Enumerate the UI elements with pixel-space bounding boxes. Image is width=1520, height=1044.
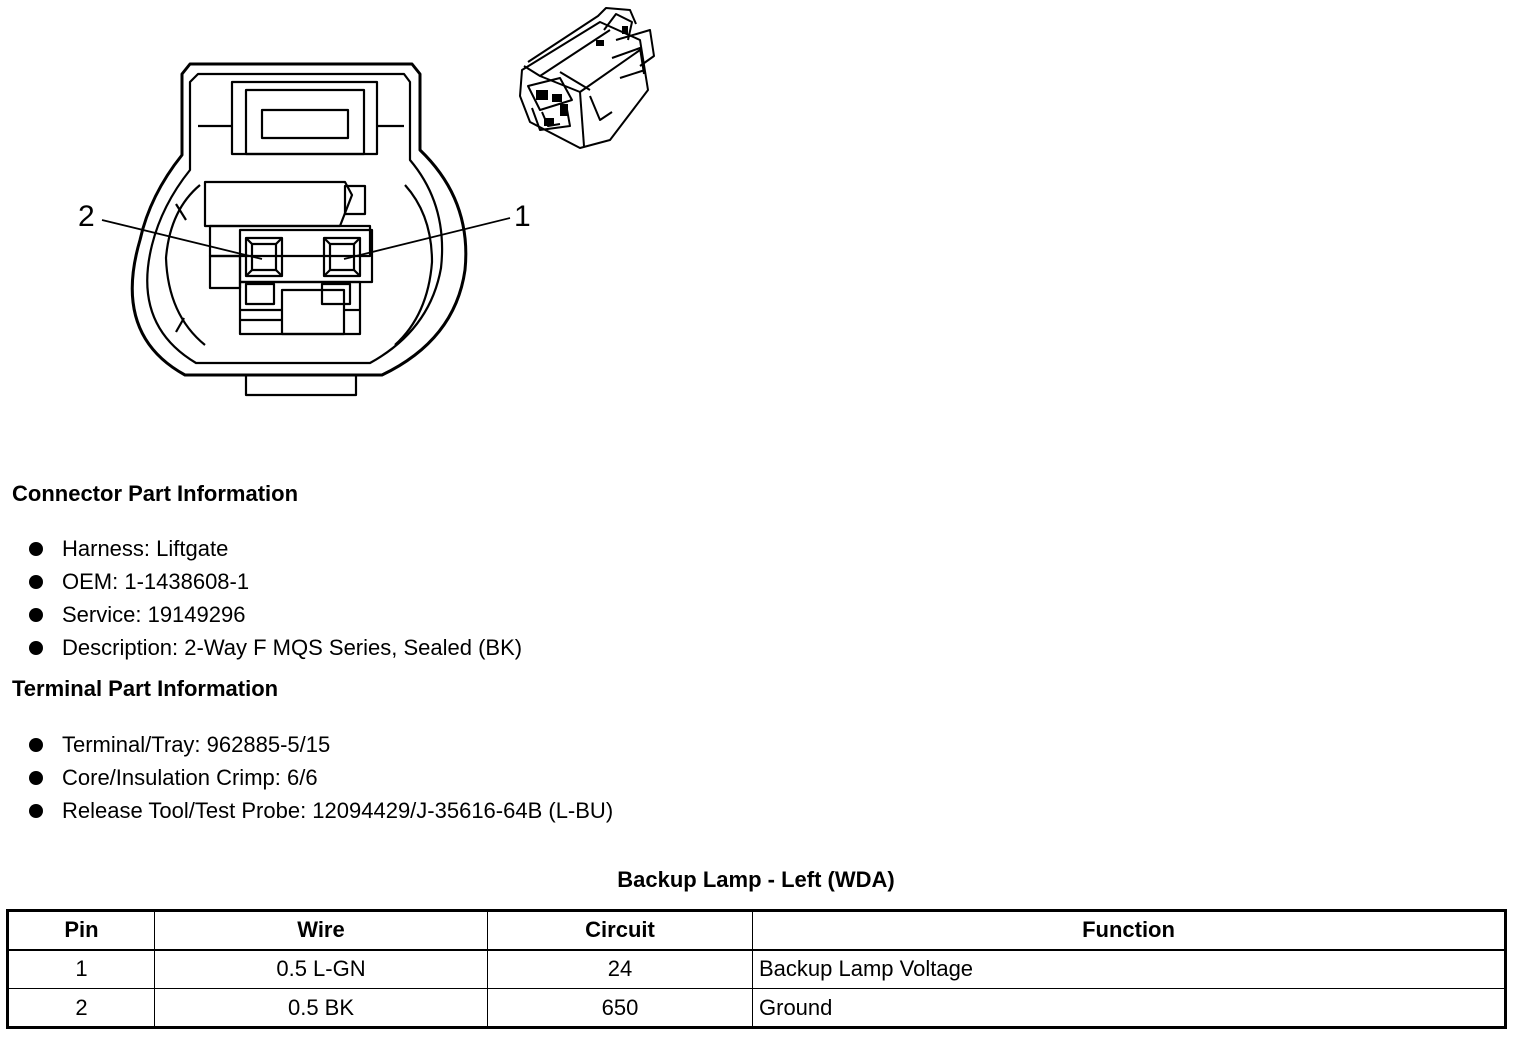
list-item (0, 598, 522, 631)
service-text: Service: 19149296 (62, 602, 246, 627)
connector-isometric-image (512, 4, 662, 154)
wire-cell: 0.5 L-GN (155, 950, 488, 989)
release-tool-text: Release Tool/Test Probe: 12094429/J-35616-64B (L-BU) (62, 798, 614, 823)
bullet-icon (29, 771, 43, 785)
list-item (0, 728, 613, 761)
list-item (0, 565, 522, 598)
list-item (0, 532, 522, 565)
harness-text: Harness: Liftgate (62, 536, 229, 561)
list-item (0, 761, 613, 794)
bullet-icon (29, 804, 43, 818)
list-item (0, 631, 522, 664)
column-header-pin: Pin (8, 911, 155, 950)
description-text: Description: 2-Way F MQS Series, Sealed (BK) (62, 635, 523, 660)
table-row (8, 989, 1506, 1028)
function-cell: Ground (753, 989, 1506, 1028)
table-title: Backup Lamp - Left (WDA) (617, 867, 895, 892)
connector-part-info-list (0, 532, 522, 664)
connector-face-diagram (60, 50, 531, 410)
pin-cell: 1 (8, 950, 155, 989)
bullet-icon (29, 608, 43, 622)
pin-1-label: 1 (514, 200, 531, 233)
column-header-wire: Wire (155, 911, 488, 950)
pin-2-label: 2 (78, 200, 95, 233)
terminal-part-info-heading: Terminal Part Information (12, 676, 279, 701)
table-header-row (8, 911, 1506, 950)
pin-cell: 2 (8, 989, 155, 1028)
table-row (8, 950, 1506, 989)
circuit-cell: 24 (488, 950, 753, 989)
column-header-circuit: Circuit (488, 911, 753, 950)
pinout-table (6, 909, 1507, 1029)
function-cell: Backup Lamp Voltage (753, 950, 1506, 989)
list-item (0, 794, 613, 827)
bullet-icon (29, 641, 43, 655)
oem-text: OEM: 1-1438608-1 (62, 569, 250, 594)
bullet-icon (29, 542, 43, 556)
bullet-icon (29, 575, 43, 589)
circuit-cell: 650 (488, 989, 753, 1028)
column-header-function: Function (753, 911, 1506, 950)
terminal-part-info-list (0, 728, 613, 827)
connector-part-info-heading: Connector Part Information (12, 481, 299, 506)
terminal-tray-text: Terminal/Tray: 962885-5/15 (62, 732, 331, 757)
bullet-icon (29, 738, 43, 752)
wire-cell: 0.5 BK (155, 989, 488, 1028)
crimp-text: Core/Insulation Crimp: 6/6 (62, 765, 318, 790)
